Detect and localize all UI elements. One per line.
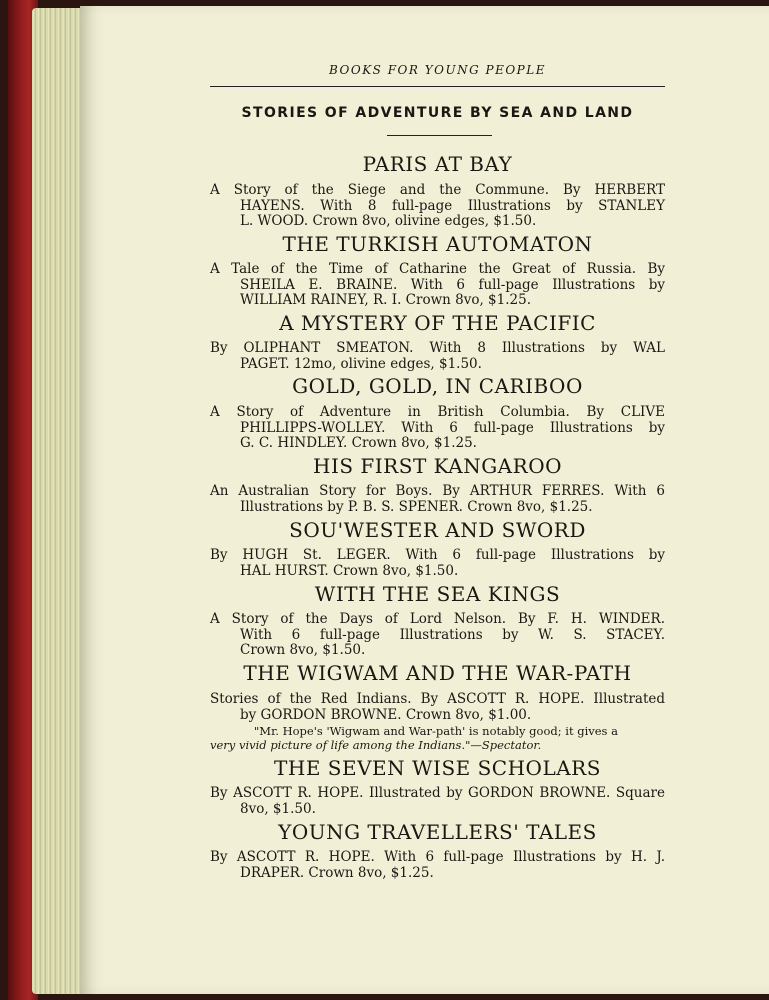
description-line: HAL HURST. Crown 8vo, $1.50. (240, 562, 459, 579)
review-quote (210, 724, 665, 752)
book-description (210, 692, 665, 723)
book-title: THE TURKISH AUTOMATON (282, 232, 593, 256)
description-line: By HUGH St. LEGER. With 6 full-page Illustrations by (210, 547, 665, 563)
description-line: Illustrations by P. B. S. SPENER. Crown 8vo, $1.25. (240, 498, 593, 515)
description-line: PAGET. 12mo, olivine edges, $1.50. (240, 355, 482, 372)
book-title: WITH THE SEA KINGS (314, 582, 561, 606)
description-line: By OLIPHANT SMEATON. With 8 Illustrations by WAL (210, 340, 665, 356)
description-line: Crown 8vo, $1.50. (240, 642, 366, 658)
description-line: A Story of Adventure in British Columbia. By CLIVE (210, 404, 665, 420)
description-line: With 6 full-page Illustrations by W. S. STACEY. (240, 626, 665, 643)
description-line: HAYENS. With 8 full-page Illustrations by STANLEY (240, 197, 665, 214)
header-rule (210, 86, 665, 87)
book-description (210, 341, 665, 372)
quote-line: very vivid picture of life among the Indians."—Spectator. (210, 738, 542, 752)
book-description (210, 484, 665, 515)
description-line: By ASCOTT R. HOPE. With 6 full-page Illustrations by H. J. (210, 849, 665, 865)
description-line: DRAPER. Crown 8vo, $1.25. (240, 864, 434, 881)
description-line: A Tale of the Time of Catharine the Great of Russia. By (210, 261, 665, 277)
description-line: L. WOOD. Crown 8vo, olivine edges, $1.50. (240, 213, 537, 229)
book-title: SOU'WESTER AND SWORD (289, 518, 586, 542)
section-rule (387, 135, 492, 136)
book-title: THE SEVEN WISE SCHOLARS (274, 756, 601, 780)
running-head: BOOKS FOR YOUNG PEOPLE (329, 63, 546, 77)
book-description (210, 786, 665, 817)
description-line: An Australian Story for Boys. By ARTHUR FERRES. With 6 (210, 483, 665, 499)
book-description (210, 405, 665, 452)
quote-line: "Mr. Hope's 'Wigwam and War-path' is notably good; it gives a (254, 724, 618, 738)
description-line: By ASCOTT R. HOPE. Illustrated by GORDON BROWNE. Square (210, 785, 665, 801)
book-description (210, 548, 665, 579)
description-line: by GORDON BROWNE. Crown 8vo, $1.00. (240, 706, 532, 723)
description-line: SHEILA E. BRAINE. With 6 full-page Illustrations by (240, 276, 665, 293)
book-title: GOLD, GOLD, IN CARIBOO (292, 374, 583, 398)
book-title: A MYSTERY OF THE PACIFIC (279, 311, 596, 335)
book-description (210, 612, 665, 659)
description-line: A Story of the Siege and the Commune. By HERBERT (210, 182, 665, 198)
book-title: PARIS AT BAY (362, 152, 513, 176)
book-title: HIS FIRST KANGAROO (313, 454, 562, 478)
description-line: 8vo, $1.50. (240, 800, 316, 817)
book-description (210, 850, 665, 881)
book-title: YOUNG TRAVELLERS' TALES (278, 820, 597, 844)
section-title: STORIES OF ADVENTURE BY SEA AND LAND (241, 105, 634, 121)
description-line: WILLIAM RAINEY, R. I. Crown 8vo, $1.25. (240, 292, 531, 308)
book-description (210, 183, 665, 230)
description-line: Stories of the Red Indians. By ASCOTT R. HOPE. Illustrated (210, 691, 665, 707)
description-line: A Story of the Days of Lord Nelson. By F. H. WINDER. (210, 611, 665, 627)
description-line: PHILLIPPS-WOLLEY. With 6 full-page Illustrations by (240, 419, 665, 436)
book-title: THE WIGWAM AND THE WAR-PATH (243, 661, 632, 685)
book-description (210, 262, 665, 309)
description-line: G. C. HINDLEY. Crown 8vo, $1.25. (240, 435, 477, 451)
